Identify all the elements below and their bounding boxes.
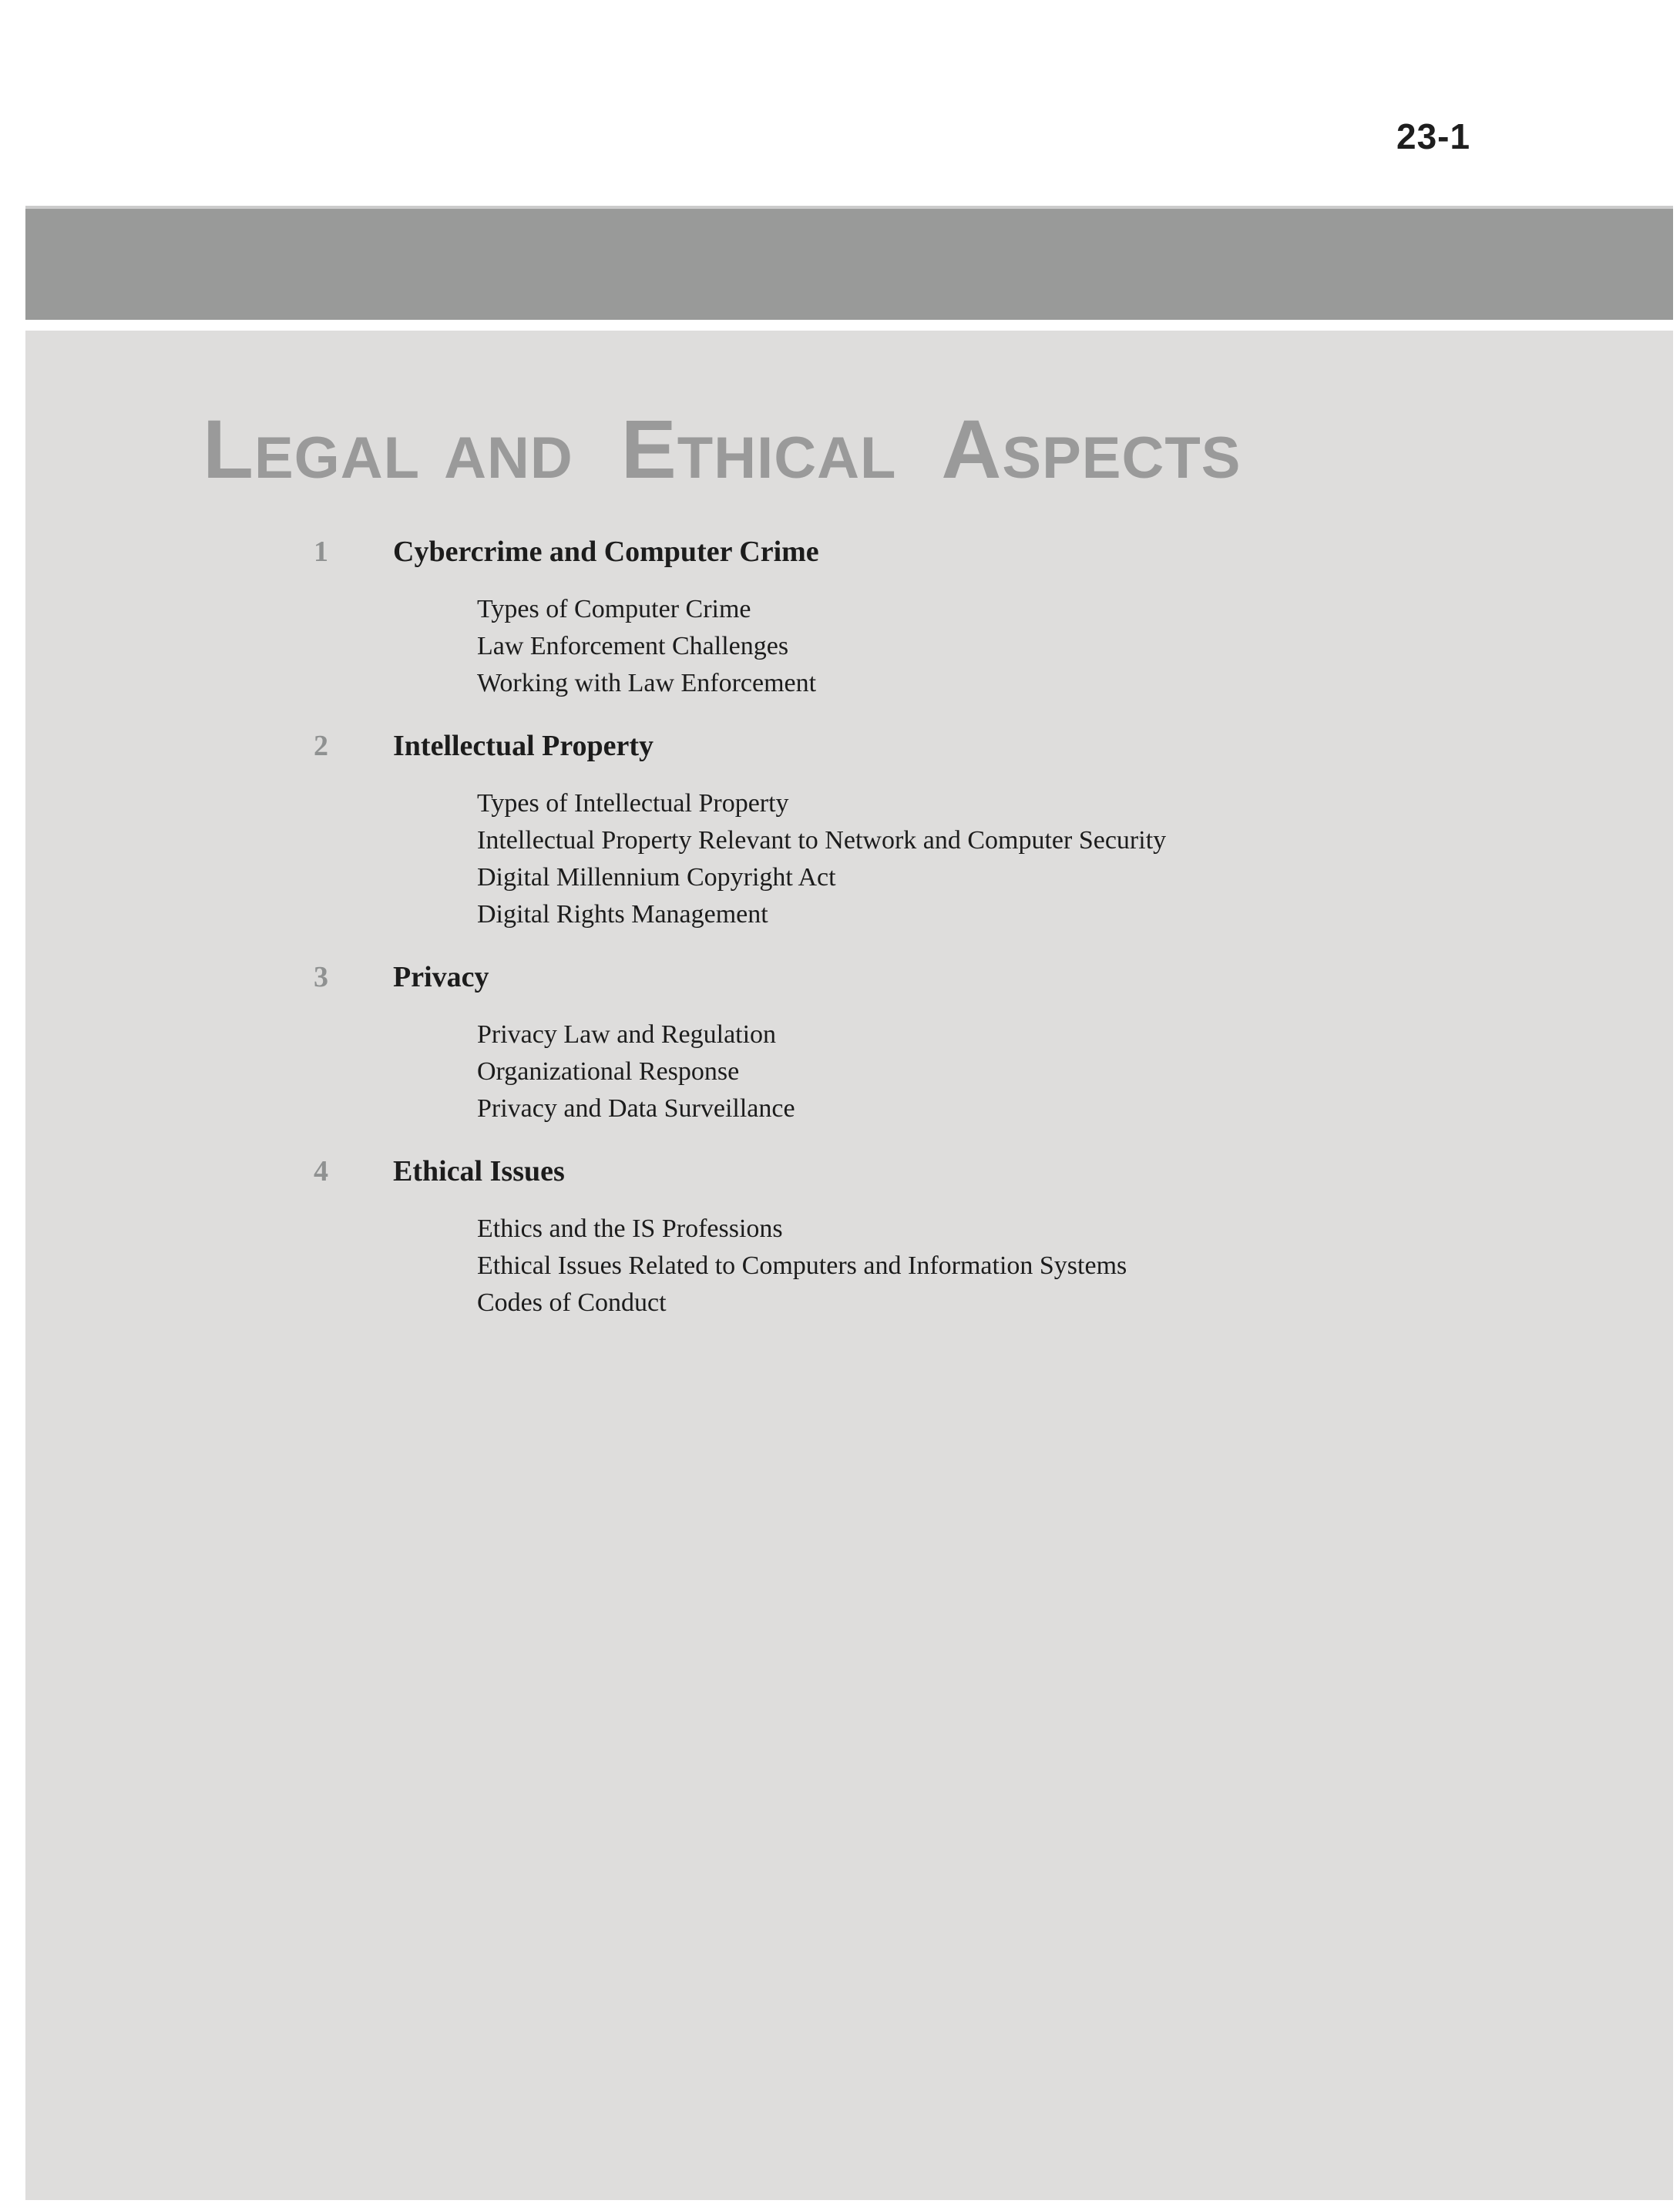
toc-section-heading (25, 727, 1673, 764)
toc-item: Ethical Issues Related to Computers and Information Systems (477, 1251, 1127, 1280)
section-items (477, 591, 1673, 702)
toc-item: Codes of Conduct (477, 1288, 667, 1317)
section-number: 4 (314, 1155, 328, 1187)
section-items (477, 1211, 1673, 1322)
section-heading-text: Ethical Issues (393, 1155, 565, 1187)
section-heading-text: Intellectual Property (393, 730, 654, 762)
toc-section-heading (25, 1153, 1673, 1190)
toc-item: Digital Rights Management (477, 900, 768, 929)
chapter-title: Legal and Ethical Aspects (203, 402, 1242, 495)
page-number: 23-1 (1396, 116, 1471, 156)
section-number: 1 (314, 536, 328, 568)
chapter-content-panel (25, 331, 1673, 2200)
toc-item: Digital Millennium Copyright Act (477, 863, 836, 892)
toc-item: Privacy Law and Regulation (477, 1020, 777, 1049)
toc-item: Law Enforcement Challenges (477, 632, 789, 660)
toc-item: Intellectual Property Relevant to Network and Computer Security (477, 826, 1167, 855)
toc-item: Working with Law Enforcement (477, 669, 817, 697)
section-heading-text: Cybercrime and Computer Crime (393, 536, 819, 568)
toc-section-heading (25, 533, 1673, 570)
section-number: 2 (314, 730, 328, 762)
toc-item: Organizational Response (477, 1057, 740, 1086)
section-items (477, 1016, 1673, 1127)
toc-item: Types of Computer Crime (477, 595, 751, 623)
section-number: 3 (314, 961, 328, 993)
chapter-banner (25, 206, 1673, 320)
toc-item: Privacy and Data Surveillance (477, 1094, 795, 1123)
toc-sections (25, 331, 1673, 1347)
toc-section-heading (25, 959, 1673, 996)
toc-item: Ethics and the IS Professions (477, 1214, 783, 1243)
toc-item: Types of Intellectual Property (477, 789, 789, 818)
section-items (477, 785, 1673, 933)
section-heading-text: Privacy (393, 961, 489, 993)
